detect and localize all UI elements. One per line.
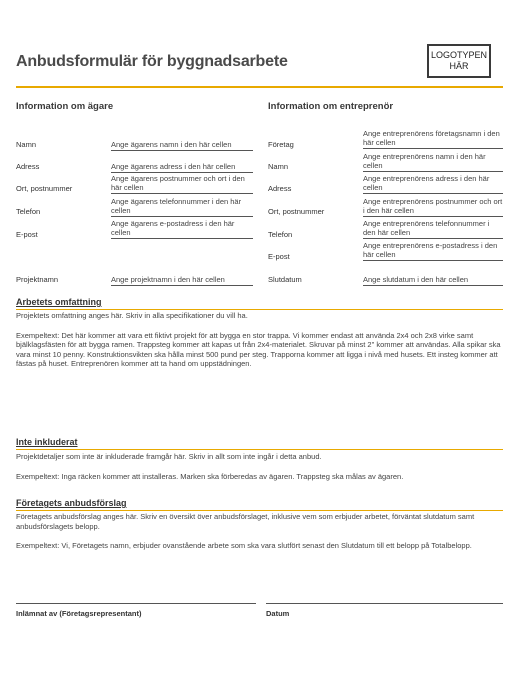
excluded-title: Inte inkluderat	[16, 437, 78, 447]
submitted-by-line[interactable]	[16, 603, 256, 604]
date-line[interactable]	[266, 603, 503, 604]
owner-address-field[interactable]: Ange ägarens adress i den här cellen	[111, 162, 253, 173]
proposal-body[interactable]	[16, 512, 502, 551]
proposal-example: Exempeltext: Vi, Företagets namn, erbjuder ovanstående arbete som ska vara slutfört senast den Slutdatum till ett belopp på Totalbelopp.	[16, 541, 472, 550]
contractor-name-label: Namn	[268, 162, 289, 171]
owner-address-label: Adress	[16, 162, 40, 171]
proposal-intro: Företagets anbudsförslag anges här. Skriv en översikt över anbudsförslaget, inklusive vem som erbjuder arbetet, förväntat slutdatum samt anbudsförslagets belopp.	[16, 512, 475, 531]
scope-title: Arbetets omfattning	[16, 297, 102, 307]
contractor-city-zip-label: Ort, postnummer	[268, 207, 325, 216]
date-label: Datum	[266, 609, 290, 618]
owner-email-field[interactable]: Ange ägarens e-postadress i den här cellen	[111, 219, 253, 239]
owner-name-label: Namn	[16, 140, 37, 149]
contractor-name-field[interactable]: Ange entreprenörens namn i den här cellen	[363, 152, 503, 172]
contractor-phone-field[interactable]: Ange entreprenörens telefonnummer i den här cellen	[363, 219, 503, 239]
scope-example: Exempeltext: Det här kommer att vara ett fiktivt projekt för att bygga en stor trappa. Vi kommer endast att använda 2x4 och 2x8 virke samt bjälklagsfästen för att bygga ramen. Trappsteg kommer att kapas ut från 2x4-materialet. Skruvar på minst 2" kommer att användas. Alla spikar ska vara minst 10 penny. Konstruktionsvikten ska hålla minst 500 pund per steg. Trapporna kommer att ligga i nivå med husets. Ett insteg kommer att fästas på huset. Entreprenören kommer att ta hand om uppstädningen.	[16, 330, 501, 368]
owner-city-zip-field[interactable]: Ange ägarens postnummer och ort i den här cellen	[111, 174, 253, 194]
owner-email-label: E-post	[16, 230, 38, 239]
contractor-city-zip-field[interactable]: Ange entreprenörens postnummer och ort i den här cellen	[363, 197, 503, 215]
logo-line-1: LOGOTYPEN	[430, 50, 487, 60]
contractor-email-label: E-post	[268, 252, 290, 261]
scope-body[interactable]	[16, 311, 502, 369]
contractor-email-field[interactable]: Ange entreprenörens e-postadress i den här cellen	[363, 241, 503, 261]
owner-phone-label: Telefon	[16, 207, 41, 216]
excluded-example: Exempeltext: Inga räcken kommer att installeras. Marken ska förberedas av ägaren. Trappsteg ska målas av ägaren.	[16, 471, 404, 481]
contractor-company-field[interactable]: Ange entreprenörens företagsnamn i den här cellen	[363, 129, 503, 149]
header-divider	[16, 86, 503, 88]
owner-heading: Information om ägare	[16, 101, 114, 112]
end-date-field[interactable]: Ange slutdatum i den här cellen	[363, 275, 503, 286]
contractor-heading: Information om entreprenör	[268, 101, 394, 112]
contractor-phone-label: Telefon	[268, 230, 293, 239]
excluded-intro: Projektdetaljer som inte är inkluderade framgår här. Skriv in allt som inte ingår i detta anbud.	[16, 452, 322, 461]
logo-placeholder	[427, 44, 491, 78]
owner-name-field[interactable]: Ange ägarens namn i den här cellen	[111, 140, 253, 151]
excluded-body[interactable]	[16, 452, 502, 481]
contractor-company-label: Företag	[268, 140, 294, 149]
contractor-address-label: Adress	[268, 184, 292, 193]
logo-line-2: HÄR	[449, 61, 469, 71]
proposal-title: Företagets anbudsförslag	[16, 498, 127, 508]
project-name-field[interactable]: Ange projektnamn i den här cellen	[111, 275, 253, 286]
contractor-address-field[interactable]: Ange entreprenörens adress i den här cellen	[363, 174, 503, 194]
page-title: Anbudsformulär för byggnadsarbete	[16, 53, 288, 70]
scope-divider	[16, 309, 503, 310]
owner-city-zip-label: Ort, postnummer	[16, 184, 73, 193]
project-name-label: Projektnamn	[16, 275, 59, 284]
scope-intro: Projektets omfattning anges här. Skriv in alla specifikationer du vill ha.	[16, 311, 248, 320]
proposal-divider	[16, 510, 503, 511]
excluded-divider	[16, 449, 503, 450]
owner-phone-field[interactable]: Ange ägarens telefonnummer i den här cellen	[111, 197, 253, 217]
end-date-label: Slutdatum	[268, 275, 302, 284]
submitted-by-label: Inlämnat av (Företagsrepresentant)	[16, 609, 142, 618]
